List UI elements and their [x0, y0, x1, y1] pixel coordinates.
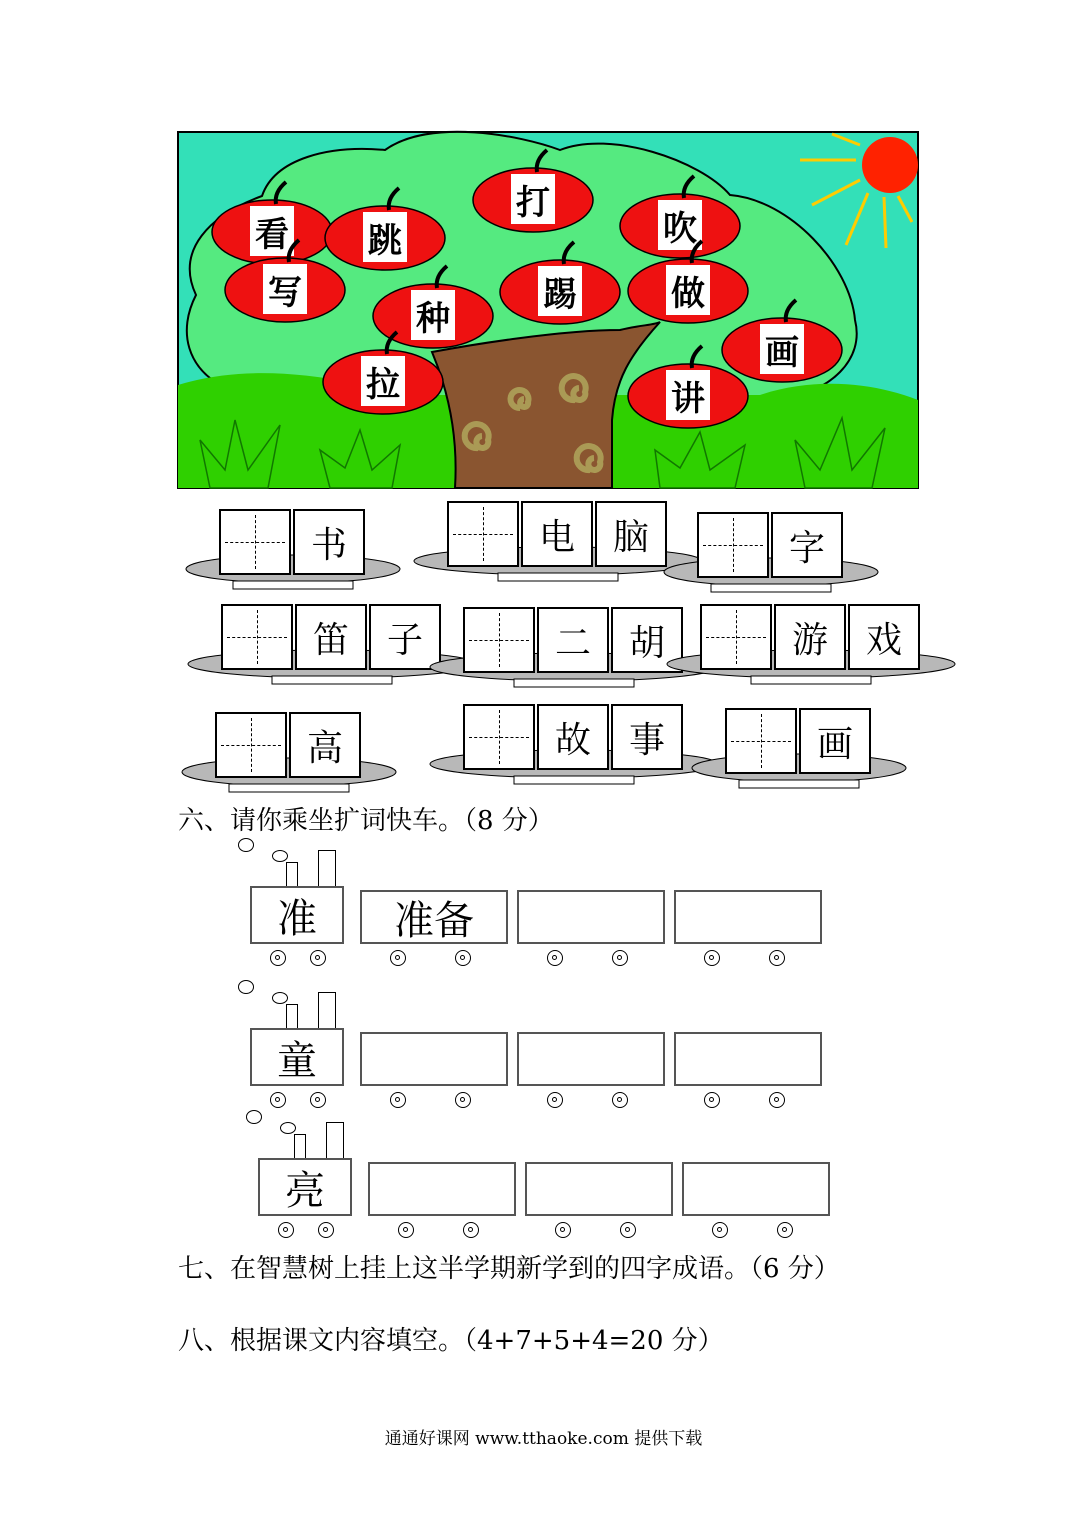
smoke-icon: [238, 838, 254, 852]
word-car: 准备: [360, 890, 508, 944]
blank-answer-cell[interactable]: [221, 604, 293, 670]
train-engine: 亮: [258, 1158, 352, 1216]
footer-source: 通通好课网 www.tthaoke.com 提供下载: [384, 1429, 703, 1449]
smoke-icon: [238, 980, 254, 994]
wheel-icon: [390, 950, 406, 966]
word-char-cell: 游: [774, 604, 846, 670]
blank-answer-cell[interactable]: [219, 509, 291, 575]
blank-word-car[interactable]: [368, 1162, 516, 1216]
wheel-icon: [612, 1092, 628, 1108]
train-engine: 童: [250, 1028, 344, 1086]
steam-icon: [272, 992, 288, 1004]
wheel-icon: [318, 1222, 334, 1238]
apple-char: 吹: [663, 208, 697, 249]
wheel-icon: [270, 950, 286, 966]
wheel-icon: [310, 950, 326, 966]
smoke-icon: [246, 1110, 262, 1124]
wheel-icon: [612, 950, 628, 966]
section6-heading: 六、请你乘坐扩词快车。（8 分）: [178, 806, 554, 836]
word-char-cell: 电: [521, 501, 593, 567]
wheel-icon: [310, 1092, 326, 1108]
section8-heading: 八、根据课文内容填空。（4+7+5+4=20 分）: [178, 1326, 724, 1356]
apple-char: 打: [516, 182, 550, 223]
blank-word-car[interactable]: [360, 1032, 508, 1086]
wheel-icon: [270, 1092, 286, 1108]
wheel-icon: [704, 950, 720, 966]
section7-heading: 七、在智慧树上挂上这半学期新学到的四字成语。（6 分）: [178, 1254, 840, 1284]
sun-icon: [862, 137, 918, 193]
blank-answer-cell[interactable]: [463, 607, 535, 673]
apple-char: 看: [255, 214, 289, 255]
apple-char: 踢: [543, 274, 577, 315]
blank-word-car[interactable]: [674, 890, 822, 944]
word-char-cell: 画: [799, 708, 871, 774]
tree-illustration: [0, 0, 1087, 500]
blank-answer-cell[interactable]: [447, 501, 519, 567]
word-plate: [412, 499, 704, 589]
wheel-icon: [712, 1222, 728, 1238]
blank-answer-cell[interactable]: [215, 712, 287, 778]
word-char-cell: 故: [537, 704, 609, 770]
apple-char: 拉: [366, 364, 400, 405]
chimney: [326, 1122, 344, 1160]
steam-icon: [280, 1122, 296, 1134]
word-plate: [665, 602, 957, 692]
blank-word-car[interactable]: [517, 890, 665, 944]
wheel-icon: [547, 1092, 563, 1108]
wheel-icon: [704, 1092, 720, 1108]
chimney: [318, 850, 336, 888]
word-char-cell: 二: [537, 607, 609, 673]
chimney: [318, 992, 336, 1030]
wheel-icon: [777, 1222, 793, 1238]
wheel-icon: [455, 1092, 471, 1108]
word-plate: [690, 706, 908, 796]
wheel-icon: [769, 1092, 785, 1108]
word-char-cell: 脑: [595, 501, 667, 567]
chimney: [294, 1134, 306, 1160]
chimney: [286, 1004, 298, 1030]
word-char-cell: 字: [771, 512, 843, 578]
blank-word-car[interactable]: [525, 1162, 673, 1216]
wheel-icon: [390, 1092, 406, 1108]
apple-char: 跳: [368, 220, 402, 261]
wheel-icon: [769, 950, 785, 966]
apple-char: 种: [416, 298, 450, 339]
wheel-icon: [278, 1222, 294, 1238]
word-plate: [180, 710, 398, 800]
wheel-icon: [555, 1222, 571, 1238]
wheel-icon: [455, 950, 471, 966]
wheel-icon: [620, 1222, 636, 1238]
blank-answer-cell[interactable]: [700, 604, 772, 670]
train-engine: 准: [250, 886, 344, 944]
blank-word-car[interactable]: [674, 1032, 822, 1086]
blank-answer-cell[interactable]: [463, 704, 535, 770]
word-char-cell: 书: [293, 509, 365, 575]
chimney: [286, 862, 298, 888]
blank-answer-cell[interactable]: [725, 708, 797, 774]
apple-char: 讲: [671, 378, 705, 419]
apple-char: 画: [765, 332, 799, 373]
word-char-cell: 戏: [848, 604, 920, 670]
wheel-icon: [463, 1222, 479, 1238]
apple-char: 写: [268, 272, 302, 313]
word-plate: [184, 507, 402, 597]
wheel-icon: [547, 950, 563, 966]
word-char-cell: 子: [369, 604, 441, 670]
blank-word-car[interactable]: [682, 1162, 830, 1216]
word-plate: [662, 510, 880, 600]
word-char-cell: 胡: [611, 607, 683, 673]
steam-icon: [272, 850, 288, 862]
word-char-cell: 事: [611, 704, 683, 770]
apple-char: 做: [671, 273, 705, 314]
blank-word-car[interactable]: [517, 1032, 665, 1086]
word-char-cell: 笛: [295, 604, 367, 670]
blank-answer-cell[interactable]: [697, 512, 769, 578]
wheel-icon: [398, 1222, 414, 1238]
word-plate: [428, 702, 720, 792]
word-char-cell: 高: [289, 712, 361, 778]
